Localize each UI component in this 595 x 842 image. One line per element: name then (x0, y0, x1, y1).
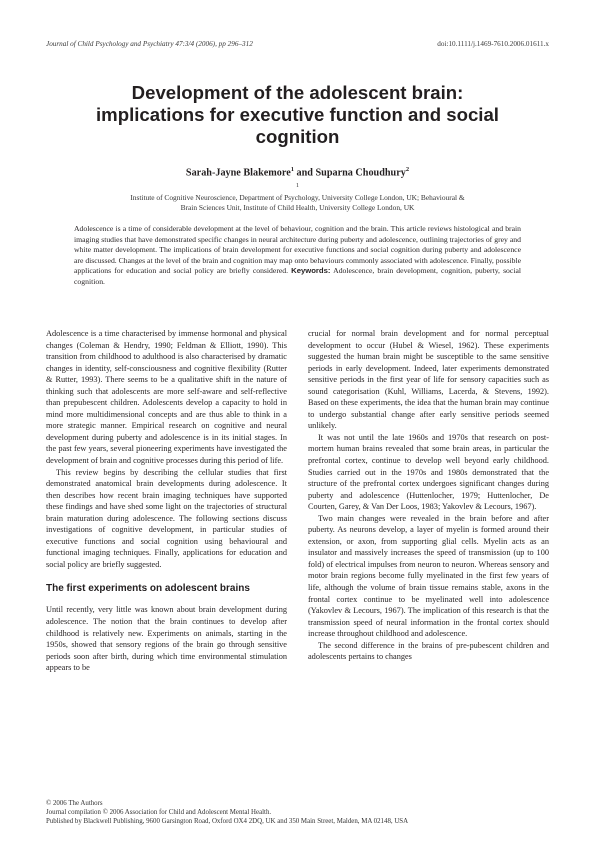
keywords-label: Keywords: (291, 266, 331, 276)
affiliation-marker: 1 (290, 166, 294, 173)
copyright-footer (46, 799, 549, 827)
footer-line: Published by Blackwell Publishing, 9600 Garsington Road, Oxford OX4 2DQ, UK and 350 Main Street, Malden, MA 02148, USA (46, 818, 409, 826)
body-paragraph: Until recently, very little was known about brain development during adolescence. The notion that the brain continues to develop after childhood is relatively new. Experiments on animals, starting in the 1950s, showed that sensory regions of the brain go through sensitive periods soon after birth, during which time environmental stimulation appears to be (46, 605, 287, 673)
body-paragraph: It was not until the late 1960s and 1970s that research on post-mortem human brains revealed that some brain areas, in particular the prefrontal cortex, continue to develop well beyond early childhood. Studies carried out in the 1970s and 1980s demonstrated that the structure of the prefrontal cortex undergoes significant changes during puberty and adolescence (Huttenlocher, 1979; Huttenlocher, De Courten, Garey, & Van Der Loos, 1983; Yakovlev & Lecours, 1967). (308, 432, 549, 512)
keywords: Adolescence, brain development, cognition, puberty, social cognition. (74, 266, 522, 286)
footer-line: Journal compilation © 2006 Association for Child and Adolescent Mental Health. (46, 809, 272, 817)
abstract (74, 224, 521, 287)
body-paragraph: Adolescence is a time characterised by immense hormonal and physical changes (Coleman & Hendry, 1990; Feldman & Elliott, 1990). This transition from childhood to adulthood is also characterised by dramatic changes in identity, self-consciousness and cognitive flexibility (Rutter & Rutter, 1993). There seems to be a qualitative shift in the nature of thinking such that adolescents are more self-aware and self-reflective than prepubescent children. Adolescents develop a capacity to hold in mind more multidimensional concepts and are thus able to think in a more strategic manner. Empirical research on cognitive and neural development during puberty and adolescence is in its initial stages. In the past few years, several pioneering experiments have investigated the development of brain and cognitive processes during this period of life. (46, 329, 287, 466)
title-line: implications for executive function and social (96, 104, 499, 125)
abstract-text: Adolescence is a time of considerable development at the level of behaviour, cognition and the brain. This article reviews histological and brain imaging studies that have demonstrated specific changes in neural architecture during puberty and adolescence, outlining trajectories of grey and white matter development. The implications of brain development for executive functions and social cognition during puberty and adolescence are discussed. Changes at the level of the brain and cognition may map onto behaviours commonly associated with adolescence. Finally, possible applications for education and social policy are briefly considered. (74, 224, 521, 276)
author-joiner: and (293, 167, 316, 179)
affiliation-line: $^1$ Institute of Cognitive Neuroscience, Department of Psychology, University College London, UK; Behavioural & (130, 183, 465, 203)
left-column (46, 328, 287, 674)
affiliations (80, 181, 515, 213)
author-name: Sarah-Jayne Blakemore (185, 167, 291, 179)
running-head (46, 40, 549, 52)
body-paragraph: The second difference in the brains of pre-pubescent children and adolescents pertains to changes (308, 640, 549, 662)
right-column (308, 328, 549, 663)
journal-citation: Journal of Child Psychology and Psychiatry 47:3/4 (2006), pp 296–312 (46, 40, 253, 48)
footer-line: © 2006 The Authors (46, 800, 103, 807)
section-heading: The first experiments on adolescent brains (46, 583, 250, 595)
body-paragraph: crucial for normal brain development and for normal perceptual development to occur (Hubel & Wiesel, 1962). These experiments suggested the human brain might be susceptible to the same sensitive periods in early development. Indeed, later experiments demonstrated sensitive periods in the first year of life for sensory capacities such as sound categorisation (Kuhl, Williams, Lacerda, & Stevens, 1992). Based on these experiments, the idea that the human brain may continue to undergo substantial change after early sensitive periods seemed unlikely. (308, 329, 549, 431)
body-paragraph: This review begins by describing the cellular studies that first demonstrated anatomical brain developments during adolescence. It then describes how recent brain imaging techniques have supported these findings and have shed some light on the trajectories of structural brain maturation during adolescence. The following sections discuss investigations of cognitive development, in particular studies of executive functions and social cognition using behavioural and functional imaging techniques. Finally, applications for education and social policy are briefly suggested. (46, 467, 287, 569)
paper-title (60, 82, 535, 148)
body-paragraph: Two main changes were revealed in the brain before and after puberty. As neurons develop, a layer of myelin is formed around their extension, or axon, from supporting glial cells. Myelin acts as an insulator and massively increases the speed of transmission (up to 100 fold) of electrical impulses from neuron to neuron. Whereas sensory and motor brain regions become fully myelinated in the first few years of life, although the volume of brain tissue remains stable, axons in the frontal cortex continue to be myelinated well into adolescence (Yakovlev & Lecours, 1967). The implication of this research is that the transmission speed of neural information in the frontal cortex should increase throughout childhood and adolescence. (308, 513, 549, 639)
affiliation-marker: 2 (405, 166, 410, 173)
author-list (46, 166, 549, 178)
title-line: Development of the adolescent brain: (131, 82, 464, 103)
doi: doi:10.1111/j.1469-7610.2006.01611.x (437, 40, 549, 48)
author-name: Suparna Choudhury (315, 167, 406, 179)
affiliation-line: Brain Sciences Unit, Institute of Child Health, University College London, UK (180, 203, 415, 213)
title-line: cognition (255, 126, 340, 147)
